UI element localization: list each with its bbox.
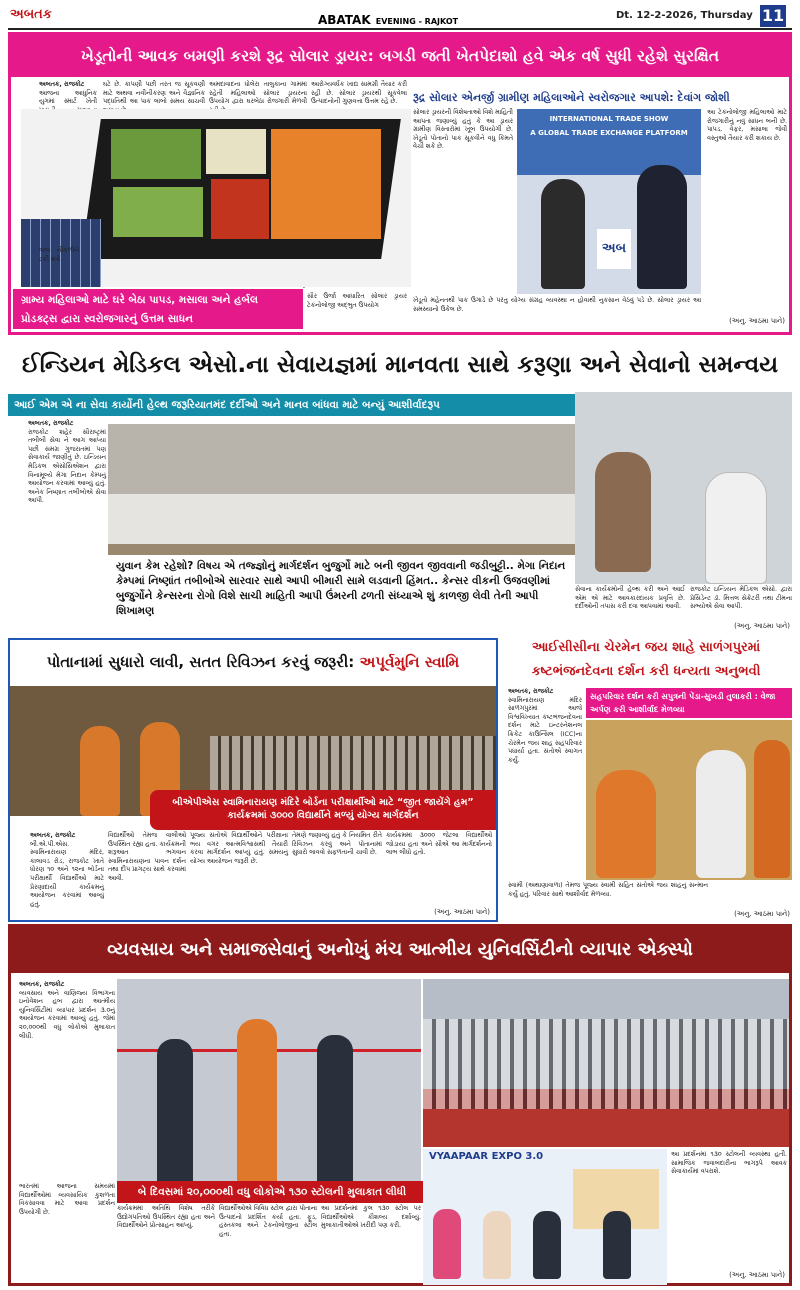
story5-bottom-d: આ પ્રદર્શનમાં કુલ ૧૩૦ સ્ટોલ પર વિદ્યાર્થીઓએ કૌશલ્ય દર્શાવ્યું. મુલાકાતીઓએ ખરીદી પણ કરી. xyxy=(321,1205,421,1230)
story2-credit: (અનુ. આઠમા પાને) xyxy=(734,622,790,630)
story3-headline xyxy=(10,640,496,684)
story5-col-text: વ્યવસાય અને વાણિજ્ય વિભાગના ઇનોવેશન હબ દ્વારા આત્મીય યુનિવર્સિટીમાં વ્યાપાર પ્રદર્શન ૩.૦નું આયોજન કરવામાં આવ્યું હતું. જેમાં ૨૦,૦૦૦થી વધુ લોકોએ મુલાકાત લીધી. xyxy=(19,989,115,1040)
icc-photo xyxy=(586,720,792,880)
story1-col-b: ઘટે છે. કાપણી પછી તરત જ સૂકવણી માટે અથવા નવીનીકરણ અને વૈજ્ઞાનિક પદ્ધતિથી આ પાક લાંબો સમય સાચવી xyxy=(103,81,205,106)
story4-sub: સહપરિવાર દર્શન કરી સપુત્રની પેંડા-સુખડી તુલાકરી : વેજા અર્પણ કરી આશીર્વાદ મેળવ્યા xyxy=(586,688,792,718)
story3-strip: બીએપીએસ સ્વામિનારાયણ મંદિરે બોર્ડના પરીક્ષાર્થીઓ માટે “જીત જાયેંગે હમ” કાર્યક્રમમાં ૩૦૦૦ વિદ્યાર્થીને મળ્યું યોગ્ય માર્ગદર્શન xyxy=(150,790,496,830)
story1-credit: (અનુ. આઠમા પાને) xyxy=(729,317,785,325)
story3-col-c: પૂજ્ય સંતોએ વિદ્યાર્થીઓને પરીક્ષાના ભય વગર આત્મવિશ્વાસથી તૈયારી કરવા માર્ગદર્શન આપ્યું હતું. સમયનું યોગ્ય આયોજન જરૂરી છે. xyxy=(190,832,288,865)
saint-figure xyxy=(80,726,120,816)
masthead-rule xyxy=(8,28,792,30)
trade-show-photo xyxy=(517,109,701,294)
story3-credit: (અનુ. આઠમા પાને) xyxy=(434,908,490,916)
ima-camp-photo xyxy=(575,392,792,584)
red-produce xyxy=(211,179,269,239)
expo-dignitaries-photo xyxy=(423,1149,667,1285)
expo-sign-text: VYAAPAAR EXPO 3.0 xyxy=(429,1151,544,1162)
trade-show-banner xyxy=(517,109,701,175)
story2-sub: આઈ એમ એ ના સેવા કાર્યોની હેલ્થ જરૂરિયાતમંદ દર્દીઓ અને માનવ બાંધવા માટે બન્યું આશીર્વાદરૂપ xyxy=(8,394,575,416)
story3-col-b: વિદ્યાર્થીઓ તેમજ વાલીઓ ઉપસ્થિત રહ્યા હતા. કાર્યક્રમની શરૂઆત ભગવાન સ્વામિનારાયણના પાવન દર્શન તથા દીપ પ્રાગટ્ય સાથે કરવામાં આવી. xyxy=(108,832,186,882)
woman-figure xyxy=(541,179,585,289)
trade-show-subtitle: A GLOBAL TRADE EXCHANGE PLATFORM xyxy=(530,129,688,137)
story-icc xyxy=(500,638,792,922)
story3-dateline: અબતક, રાજકોટ xyxy=(30,832,76,839)
guest-2 xyxy=(483,1211,511,1279)
doctor-figure xyxy=(705,472,767,584)
ima-backdrop xyxy=(108,424,575,494)
story1-banner-side: સૌર ઉર્જા આધારિત સોલાર ડ્રાયર ટેકનોલોજી અદ્ભુત ઉપયોગ xyxy=(307,293,407,309)
story1-col-h: આ ટેકનોલોજી મહિલાઓ માટે રોજગારીનું નવું સાધન બની છે. પાપડ, વેફર, મસાલા જેવી વસ્તુઓ તૈયાર કરી શકાય છે. xyxy=(707,109,787,142)
orange-produce xyxy=(271,129,381,239)
paper-edition: EVENING - RAJKOT xyxy=(375,17,459,26)
dignitary-left xyxy=(157,1039,193,1187)
story5-headline: વ્યવસાય અને સમાજસેવાનું અનોખું મંચ આત્મીય યુનિવર્સિટીનો વ્યાપાર એક્સ્પો xyxy=(11,927,789,973)
page-number: 11 xyxy=(761,6,785,25)
story4-col-text: સ્વામિનારાયણ મંદિર સાળંગપુરમાં આજે વિશ્વવિખ્યાત કષ્ટભંજનદેવના દર્શન માટે ઇન્ટરનેશનલ ક્રિકેટ કાઉન્સિલ (ICC)ના ચેરમેન જય શાહ સહપરિવાર પધાર્યા હતા. સંતોએ સ્વાગત કર્યું. xyxy=(508,696,582,764)
story1-col-g: ખેડૂતો મહેનતથી પાક ઉગાડે છે પરંતુ યોગ્ય સંગ્રહ વ્યવસ્થા ન હોવાથી નુકસાન વેઠવું પડે છે. સોલાર ડ્રાયર આ સમસ્યાનો ઉકેલ છે. xyxy=(413,297,701,313)
story1-headline: ખેડૂતોની આવક બમણી કરશે રૂદ્ર સોલાર ડ્રાયર: બગડી જતી ખેતપેદાશો હવે એક વર્ષ સુધી રહેશે સુરક્ષિત xyxy=(11,35,789,77)
green-produce xyxy=(111,129,201,179)
saint-seated xyxy=(596,770,656,878)
story1-col-c: અમદાવાદના ધોલેરા તાલુકાના ગામમાં રહેતી મહિલાઓ સોલાર ડ્રાયરના ઉપયોગ દ્વારા ઘરબેઠા રોજગારી મેળવી xyxy=(209,81,307,106)
paper-name: ABATAK xyxy=(318,13,371,27)
story4-col xyxy=(508,688,582,878)
stand-sign: અબ xyxy=(597,229,631,269)
story1-subheadline: રૂદ્ર સોલાર એનર્જી ગ્રામીણ મહિલાઓને સ્વરોજગાર આપશે: દેવાંગ જોશી xyxy=(413,91,730,104)
expo-crowd xyxy=(423,1019,789,1109)
man-figure xyxy=(637,165,687,289)
story-expo xyxy=(8,924,792,1286)
trade-show-title: INTERNATIONAL TRADE SHOW xyxy=(549,115,669,123)
story4-headline1: આઈસીસીના ચેરમેન જય શાહે સાળંગપુરમાં xyxy=(531,640,761,655)
jay-shah-figure xyxy=(696,750,746,878)
story3-col-d: તેમણે જણાવ્યું હતું કે નિયમિત રીતે રિવિઝન કરવું અને પોતાનામાં સુધારો લાવવો સફળતાની ચાવી છે. xyxy=(292,832,382,857)
story-baps xyxy=(8,638,498,922)
story4-bottom: સ્વામી (અથાણાવાળા) તેમજ પૂજ્ય સ્વામી સહિત સંતોએ જય શાહનું સન્માન કર્યું હતું. પરિવાર સાથે આશીર્વાદ મેળવ્યા. xyxy=(508,882,708,898)
masthead-paper xyxy=(318,9,458,28)
saint-center xyxy=(237,1019,277,1187)
expo-crowd-photo xyxy=(423,979,789,1147)
story2-dateline: અબતક, રાજકોટ xyxy=(28,420,74,427)
green-produce-2 xyxy=(113,187,203,237)
light-produce xyxy=(206,129,266,174)
story5-col xyxy=(19,981,115,1181)
story1-banner: ગ્રામ્ય મહિલાઓ માટે ઘરે બેઠા પાપડ, મસાલા અને હર્બલ પ્રોડક્ટ્સ દ્વારા સ્વરોજગારનું ઉત્તમ સાધન xyxy=(13,289,303,329)
saint-standing xyxy=(754,740,790,878)
story3-headline-name: અપૂર્વમુનિ સ્વામિ xyxy=(359,653,460,671)
story2-side-a: સેવાના કાર્યક્રમોની હેલ્થ કરી અને આઈ એમ એ માટે આવકારદાયક પ્રવૃત્તિ છે. દર્દીઓની તપાસ કરી દવા આપવામાં આવી. xyxy=(575,586,685,611)
story-ima xyxy=(8,338,792,636)
expo-inauguration-photo xyxy=(117,979,421,1187)
story2-col-text: રાજકોટ શહેર સૌરાષ્ટ્રમાં તબીબી સેવા ને આગ આપ્યા પછી સમગ્ર ગુજરાતમાં પણ સેવાકાર્ય જાણીતું છે. ઇન્ડિયન મેડિકલ એસોસિએશન દ્વારા વિનામૂલ્યે મેગા નિદાન કેમ્પનું આયોજન કરવામાં આવ્યું હતું. અનેક નિષ્ણાત તબીબોએ સેવા આપી. xyxy=(28,428,106,505)
story2-side-b: રાજકોટ ઇન્ડિયન મેડિકલ એસો. દ્વારા પ્રેસિડેન્ટ ડૉ. મિત્તલ સેક્રેટરી તથા ટીમના સભ્યોએ સેવા આપી. xyxy=(690,586,792,611)
story5-dateline: અબતક, રાજકોટ xyxy=(19,981,65,988)
story2-blurb: યુવાન કેમ રહેશો? વિષય એ તજ્જ્ઞોનું માર્ગદર્શન બુજુર્ગો માટે બની જીવન જીવવાની જડીબુટ્ટી.. મેગા નિદાન કેમ્પમાં નિષ્ણાંત તબીબોએ સારવાર સાથે આપી બીમારી સામે લડવાની હિંમત.. કેન્સર વીકની ઉજવણીમાં બુજુર્ગોને કેન્સરના રોગો વિશે સાચી માહિતી આપી ઉંમરની ઢળતી સંધ્યાએ શું કાળજી લેવી તેની આપી શિખામણ xyxy=(108,555,575,632)
story5-credit: (અનુ. આઠમા પાને) xyxy=(729,1271,785,1279)
masthead xyxy=(0,0,800,30)
story3-col-e: કાર્યક્રમમાં ૩૦૦૦ જેટલા વિદ્યાર્થીઓ જોડાયા હતા અને સૌએ આ માર્ગદર્શનનો લાભ લીધો હતો. xyxy=(386,832,492,857)
story1-col-d: આરોગ્યવર્ધક ખાદ્ય સામગ્રી તૈયાર કરી રહી છે. સોલાર ડ્રાયરથી સૂકવેલા ઉત્પાદનોની ગુણવત્તા ઉત્તમ રહે છે. xyxy=(311,81,407,106)
story3-col-a-text: બી.એ.પી.એસ. સ્વામિનારાયણ મંદિર, કાલાવડ રોડ, રાજકોટ ખાતે ધોરણ ૧૦ અને ૧૨ના બોર્ડના પરીક્ષાર્થી વિદ્યાર્થીઓ માટે પ્રેરણાદાયી કાર્યક્રમનું આયોજન કરવામાં આવ્યું હતું. xyxy=(30,840,104,908)
story-solar-dryer xyxy=(8,32,792,335)
story2-headline: ઈન્ડિયન મેડિકલ એસો.ના સેવાયજ્ઞમાં માનવતા સાથે કરૂણા અને સેવાનો સમન્વય xyxy=(21,352,779,378)
guest-4 xyxy=(603,1211,631,1279)
story1-col-a: આજના આધુનિક યુગમાં સ્માર્ટ ખેતી xyxy=(39,89,97,106)
story4-dateline: અબતક, રાજકોટ xyxy=(508,688,554,695)
masthead-date: Dt. 12-2-2026, Thursday xyxy=(616,10,753,21)
dignitary-right xyxy=(317,1035,353,1187)
story3-col-a xyxy=(30,832,104,920)
story1-col-f: સોલાર ડ્રાયરની વિશેષતાઓ વિશે માહિતી આપતા જણાવ્યું હતું કે આ ડ્રાયર ગ્રામીણ વિસ્તારોમાં ખૂબ ઉપયોગી છે. ખેડૂતો પોતાનો પાક સૂકવીને વધુ કિંમતે વેચી શકે છે. xyxy=(413,109,513,151)
story5-strip: બે દિવસમાં ૨૦,૦૦૦થી વધુ લોકોએ ૧૩૦ સ્ટોલની મુલાકાત લીધી xyxy=(117,1181,427,1203)
story2-col xyxy=(28,420,106,632)
story4-headline2: કષ્ટભંજનદેવના દર્શન કરી ધન્યતા અનુભવી xyxy=(531,664,761,679)
solar-dryer-photo xyxy=(21,109,411,287)
guest-1 xyxy=(433,1209,461,1279)
story5-bottom-a: ભારતમાં આજના સમયમાં વિદ્યાર્થીઓમાં વ્યવસાયિક કુશળતા વિકસાવવા માટે આવા પ્રદર્શન ઉપયોગી છે. xyxy=(19,1183,115,1216)
story1-dateline: અબતક, રાજકોટ xyxy=(39,81,85,88)
guest-3 xyxy=(533,1211,561,1279)
story5-right-col: આ પ્રદર્શનમાં ૧૩૦ સ્ટોલની વ્યવસ્થા હતી. સામાજિક જવાબદારીના ભાગરૂપે આવક સેવાકાર્યમાં વપરાશે. xyxy=(671,1151,787,1176)
patient-figure xyxy=(595,452,651,572)
masthead-logo: અબતક xyxy=(10,7,52,22)
story4-credit: (અનુ. આઠમા પાને) xyxy=(734,910,790,918)
story5-bottom-c: વિદ્યાર્થીઓએ વિવિધ સ્ટોલ દ્વારા પોતાના ઉત્પાદનો પ્રદર્શિત કર્યા હતા. ફૂડ, હસ્તકલા અને ટેકનોલોજીના સ્ટોલ હતા. xyxy=(219,1205,317,1238)
story3-headline-text: પોતાનામાં સુધારો લાવી, સતત રિવિઝન કરવું જરૂરી: xyxy=(46,653,360,671)
story1-col-left-low: બજ નીકળીને ટકી શકે. xyxy=(39,247,79,263)
story5-bottom-b: કાર્યક્રમમાં અતિથિ વિશેષ તરીકે ઉદ્યોગપતિઓ ઉપસ્થિત રહ્યા હતા અને વિદ્યાર્થીઓને પ્રોત્સાહન આપ્યું. xyxy=(117,1205,215,1230)
